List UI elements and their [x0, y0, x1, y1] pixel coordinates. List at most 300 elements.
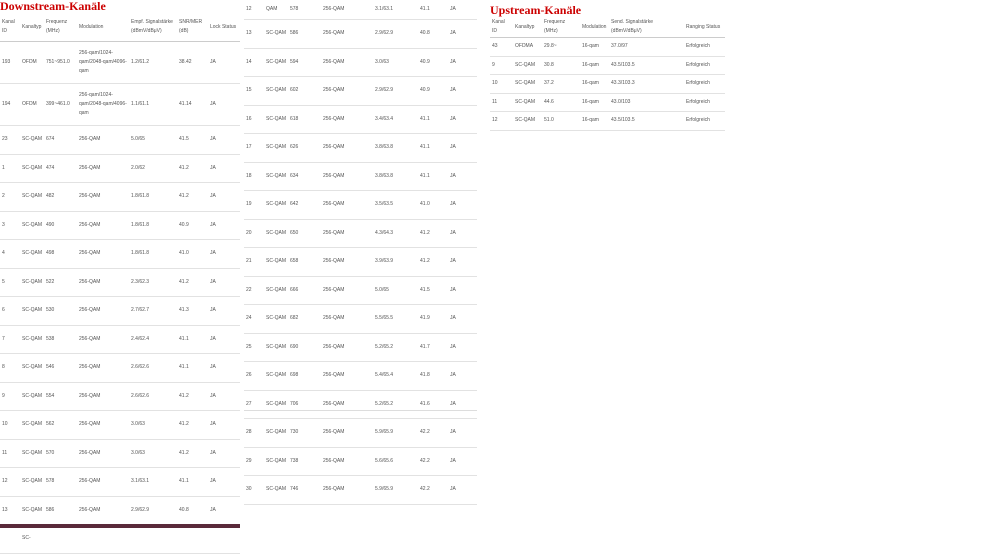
table-cell: 4.3/64.3	[373, 219, 418, 248]
table-cell: 40.9	[418, 48, 448, 77]
table-cell: JA	[448, 476, 477, 505]
table-row	[244, 48, 477, 77]
table-cell: JA	[448, 362, 477, 391]
table-cell: 41.7	[418, 333, 448, 362]
table-cell: 586	[288, 20, 321, 49]
table-cell: SC-QAM	[264, 162, 288, 191]
downstream-continued-panel	[244, 0, 477, 528]
table-row	[0, 354, 240, 383]
table-cell: JA	[208, 325, 240, 354]
table-cell: 41.2	[177, 183, 208, 212]
table-cell: 10	[0, 411, 20, 440]
table-cell: 256-QAM	[321, 48, 373, 77]
table-row	[0, 211, 240, 240]
table-cell: 29	[244, 447, 264, 476]
table-cell: 41.2	[177, 154, 208, 183]
table-cell: 37.2	[542, 75, 580, 94]
table-cell: 586	[44, 496, 77, 525]
table-cell: 41.6	[418, 390, 448, 419]
table-cell: 690	[288, 333, 321, 362]
table-cell: 51.0	[542, 112, 580, 131]
table-cell: 256-QAM	[321, 248, 373, 277]
table-cell: 23	[0, 126, 20, 155]
table-cell: JA	[448, 305, 477, 334]
table-cell: 13	[0, 496, 20, 525]
column-header: Frequenz (MHz)	[542, 17, 580, 38]
table-cell: 256-QAM	[321, 333, 373, 362]
table-cell: SC-QAM	[20, 439, 44, 468]
table-cell: 738	[288, 447, 321, 476]
table-cell: 682	[288, 305, 321, 334]
table-cell: 28	[244, 419, 264, 448]
table-cell: JA	[208, 439, 240, 468]
table-cell: 41.1	[177, 468, 208, 497]
table-cell: JA	[208, 84, 240, 126]
table-cell: 2.0/62	[129, 154, 177, 183]
column-header: Lock Status	[208, 13, 240, 42]
table-cell: JA	[448, 48, 477, 77]
table-cell: 41.2	[418, 248, 448, 277]
table-cell: JA	[208, 268, 240, 297]
table-cell: 1.8/61.8	[129, 211, 177, 240]
table-cell: 3.1/63.1	[373, 0, 418, 20]
table-cell: 30.8	[542, 56, 580, 75]
table-cell: SC-QAM	[20, 268, 44, 297]
table-row	[0, 240, 240, 269]
table-cell: 256-QAM	[77, 496, 129, 525]
downstream-table-continued	[244, 0, 477, 505]
table-cell: SC-QAM	[20, 468, 44, 497]
table-row	[244, 447, 477, 476]
table-cell: JA	[448, 419, 477, 448]
table-cell: 4	[0, 240, 20, 269]
table-cell: 41.2	[177, 268, 208, 297]
table-cell: JA	[208, 496, 240, 525]
table-cell: 650	[288, 219, 321, 248]
table-cell: 19	[244, 191, 264, 220]
table-row	[244, 162, 477, 191]
table-cell: 6	[0, 297, 20, 326]
table-cell: 2.4/62.4	[129, 325, 177, 354]
table-cell: JA	[208, 154, 240, 183]
table-cell: SC-QAM	[264, 362, 288, 391]
table-cell: 11	[490, 93, 513, 112]
table-cell: 3.0/63	[129, 439, 177, 468]
table-row	[0, 154, 240, 183]
table-cell: SC-QAM	[513, 56, 542, 75]
table-cell: 2.9/62.9	[129, 496, 177, 525]
table-cell: 12	[0, 468, 20, 497]
table-row	[0, 325, 240, 354]
table-cell: 3.4/63.4	[373, 105, 418, 134]
downstream-header-row	[0, 13, 240, 42]
column-header: SNR/MER (dB)	[177, 13, 208, 42]
table-cell: 29.8~	[542, 38, 580, 57]
table-row	[244, 191, 477, 220]
table-cell: 256-QAM	[321, 162, 373, 191]
table-row	[490, 38, 725, 57]
column-header: Kanaltyp	[513, 17, 542, 38]
table-cell	[44, 525, 77, 554]
table-cell: 9	[490, 56, 513, 75]
table-cell: JA	[208, 211, 240, 240]
table-cell: 14	[244, 48, 264, 77]
table-cell: 8	[0, 354, 20, 383]
table-cell: 562	[44, 411, 77, 440]
table-cell: 256-QAM	[77, 268, 129, 297]
table-cell: SC-QAM	[264, 48, 288, 77]
table-cell: 43.3/103.3	[609, 75, 684, 94]
table-cell: 12	[244, 0, 264, 20]
table-cell: SC-QAM	[20, 496, 44, 525]
table-cell: 43.5/103.5	[609, 112, 684, 131]
table-cell: 256-QAM	[77, 154, 129, 183]
table-cell: 41.1	[418, 0, 448, 20]
table-cell: 26	[244, 362, 264, 391]
table-cell: 530	[44, 297, 77, 326]
table-cell: 554	[44, 382, 77, 411]
table-cell: SC-QAM	[264, 219, 288, 248]
table-cell: 40.9	[418, 77, 448, 106]
table-cell: SC-	[20, 525, 44, 554]
table-cell: 256-QAM	[77, 354, 129, 383]
table-row	[0, 84, 240, 126]
table-cell: JA	[448, 134, 477, 163]
table-cell: 3.8/63.8	[373, 162, 418, 191]
table-cell: 10	[490, 75, 513, 94]
table-cell: SC-QAM	[20, 297, 44, 326]
table-cell: 5.2/65.2	[373, 333, 418, 362]
downstream-panel	[0, 0, 240, 542]
table-cell: 578	[288, 0, 321, 20]
table-cell: 482	[44, 183, 77, 212]
table-cell: 674	[44, 126, 77, 155]
table-cell: JA	[208, 382, 240, 411]
table-cell	[0, 525, 20, 554]
table-row	[490, 112, 725, 131]
table-cell: JA	[448, 390, 477, 419]
table-row	[244, 276, 477, 305]
table-cell: 41.1	[418, 162, 448, 191]
table-cell: SC-QAM	[264, 333, 288, 362]
table-row	[244, 476, 477, 505]
table-cell: 522	[44, 268, 77, 297]
table-cell: SC-QAM	[20, 211, 44, 240]
table-cell: 666	[288, 276, 321, 305]
table-cell: 256-QAM	[77, 382, 129, 411]
table-cell: 642	[288, 191, 321, 220]
table-cell: 41.2	[177, 411, 208, 440]
table-cell: 5.0/65	[373, 276, 418, 305]
table-row	[244, 362, 477, 391]
table-cell: 730	[288, 419, 321, 448]
table-row	[244, 390, 477, 419]
table-cell: 5.9/65.9	[373, 419, 418, 448]
table-row	[0, 382, 240, 411]
table-cell: 41.3	[177, 297, 208, 326]
table-cell: 2.7/62.7	[129, 297, 177, 326]
table-cell: 17	[244, 134, 264, 163]
table-cell: 12	[490, 112, 513, 131]
column-header: Send. Signalstärke (dBmV/dBμV)	[609, 17, 684, 38]
table-row	[244, 248, 477, 277]
table-cell: 474	[44, 154, 77, 183]
table-cell: 256-QAM	[321, 276, 373, 305]
table-cell: 256-QAM	[77, 211, 129, 240]
table-cell: JA	[448, 105, 477, 134]
table-cell: 538	[44, 325, 77, 354]
upstream-header-row	[490, 17, 725, 38]
table-cell: SC-QAM	[264, 447, 288, 476]
table-row	[0, 496, 240, 525]
table-cell: 578	[44, 468, 77, 497]
table-cell: 1	[0, 154, 20, 183]
table-cell: 3.0/63	[373, 48, 418, 77]
table-cell: 41.9	[418, 305, 448, 334]
table-cell: SC-QAM	[264, 191, 288, 220]
upstream-table	[490, 17, 725, 131]
table-cell: 43.0/103	[609, 93, 684, 112]
column-header: Kanaltyp	[20, 13, 44, 42]
table-cell: 3.8/63.8	[373, 134, 418, 163]
table-cell: 256-QAM	[77, 439, 129, 468]
table-cell: 570	[44, 439, 77, 468]
table-cell: 256-QAM	[77, 297, 129, 326]
table-cell: JA	[208, 411, 240, 440]
table-cell: SC-QAM	[264, 20, 288, 49]
table-cell: 40.8	[177, 496, 208, 525]
table-cell: JA	[208, 126, 240, 155]
table-cell: JA	[448, 162, 477, 191]
table-cell: JA	[448, 276, 477, 305]
table-cell: JA	[208, 297, 240, 326]
table-cell: 16-qam	[580, 93, 609, 112]
table-cell: 5.4/65.4	[373, 362, 418, 391]
column-header: Ranging Status	[684, 17, 725, 38]
table-cell: JA	[448, 248, 477, 277]
table-row	[0, 268, 240, 297]
table-cell: 490	[44, 211, 77, 240]
table-cell: 1.8/61.8	[129, 240, 177, 269]
table-cell: 594	[288, 48, 321, 77]
table-cell: 7	[0, 325, 20, 354]
table-cell: 41.14	[177, 84, 208, 126]
table-cell: JA	[448, 333, 477, 362]
table-cell: 40.9	[177, 211, 208, 240]
table-row	[490, 93, 725, 112]
table-cell: 256-QAM	[77, 126, 129, 155]
table-cell: SC-QAM	[20, 126, 44, 155]
table-cell: SC-QAM	[20, 154, 44, 183]
table-cell	[208, 525, 240, 554]
table-cell: 41.1	[177, 325, 208, 354]
table-cell: 30	[244, 476, 264, 505]
table-cell: SC-QAM	[20, 240, 44, 269]
table-cell: 399~461.0	[44, 84, 77, 126]
table-cell: OFDMA	[513, 38, 542, 57]
table-cell: 256-QAM	[321, 191, 373, 220]
table-cell: 5	[0, 268, 20, 297]
column-header: Modulation	[77, 13, 129, 42]
table-cell: SC-QAM	[264, 77, 288, 106]
table-cell: JA	[448, 77, 477, 106]
table-cell: 256-QAM	[321, 105, 373, 134]
table-cell: Erfolgreich	[684, 112, 725, 131]
table-cell: 256-QAM	[321, 419, 373, 448]
table-cell: SC-QAM	[20, 411, 44, 440]
table-cell: 698	[288, 362, 321, 391]
table-cell: OFDM	[20, 84, 44, 126]
table-cell: 18	[244, 162, 264, 191]
table-cell: 2.9/62.9	[373, 77, 418, 106]
table-row	[0, 126, 240, 155]
table-cell: 41.1	[177, 354, 208, 383]
upstream-panel	[490, 0, 725, 140]
table-cell: SC-QAM	[20, 382, 44, 411]
table-cell: 2	[0, 183, 20, 212]
table-cell: 25	[244, 333, 264, 362]
table-cell: JA	[448, 0, 477, 20]
table-cell: 41.2	[177, 439, 208, 468]
table-cell: 602	[288, 77, 321, 106]
table-cell: JA	[208, 42, 240, 84]
table-cell: JA	[208, 240, 240, 269]
table-cell: 256-QAM	[321, 390, 373, 419]
table-cell: 37.0/97	[609, 38, 684, 57]
table-cell: 24	[244, 305, 264, 334]
table-cell: 41.1	[418, 105, 448, 134]
table-cell: 1.8/61.8	[129, 183, 177, 212]
table-row	[244, 305, 477, 334]
table-cell: JA	[448, 20, 477, 49]
table-cell: 256-QAM	[77, 240, 129, 269]
table-row	[244, 0, 477, 20]
downstream-title: Downstream-Kanäle	[0, 0, 106, 13]
table-cell: 41.5	[418, 276, 448, 305]
table-cell: SC-QAM	[20, 354, 44, 383]
table-cell: QAM	[264, 0, 288, 20]
table-cell: SC-QAM	[20, 183, 44, 212]
table-cell: 498	[44, 240, 77, 269]
table-cell: 5.9/65.9	[373, 476, 418, 505]
table-cell: 751~951.0	[44, 42, 77, 84]
table-cell: 43	[490, 38, 513, 57]
table-cell: 16	[244, 105, 264, 134]
table-cell: 256-QAM	[321, 20, 373, 49]
table-cell: 193	[0, 42, 20, 84]
table-cell: 41.8	[418, 362, 448, 391]
table-cell: 41.0	[177, 240, 208, 269]
table-cell: JA	[448, 191, 477, 220]
table-cell: 38.42	[177, 42, 208, 84]
table-cell: 256-QAM	[77, 325, 129, 354]
table-cell: 41.2	[418, 219, 448, 248]
table-cell: JA	[448, 447, 477, 476]
table-row	[244, 20, 477, 49]
table-cell	[77, 525, 129, 554]
table-row	[244, 134, 477, 163]
table-cell: 9	[0, 382, 20, 411]
table-cell	[129, 525, 177, 554]
table-row	[490, 56, 725, 75]
table-cell: 41.5	[177, 126, 208, 155]
table-cell: 43.5/103.5	[609, 56, 684, 75]
table-cell: JA	[208, 354, 240, 383]
table-cell: 1.1/61.1	[129, 84, 177, 126]
table-cell: SC-QAM	[264, 305, 288, 334]
column-header: Frequenz (MHz)	[44, 13, 77, 42]
table-cell: 5.0/65	[129, 126, 177, 155]
table-cell: 3.5/63.5	[373, 191, 418, 220]
table-cell: SC-QAM	[264, 134, 288, 163]
table-cell: 2.6/62.6	[129, 382, 177, 411]
table-cell: 256-qam/1024-qam/2048-qam/4096-qam	[77, 84, 129, 126]
upstream-title: Upstream-Kanäle	[490, 3, 582, 17]
table-cell: SC-QAM	[264, 476, 288, 505]
table-cell: 42.2	[418, 419, 448, 448]
column-header: Empf. Signalstärke (dBmV/dBμV)	[129, 13, 177, 42]
table-row	[490, 75, 725, 94]
table-cell: 3.9/63.9	[373, 248, 418, 277]
table-cell: 546	[44, 354, 77, 383]
table-cell: SC-QAM	[264, 248, 288, 277]
table-cell: 1.2/61.2	[129, 42, 177, 84]
table-cell: 194	[0, 84, 20, 126]
table-cell: 658	[288, 248, 321, 277]
table-cell: Erfolgreich	[684, 56, 725, 75]
table-row	[0, 411, 240, 440]
table-cell: 13	[244, 20, 264, 49]
downstream-table	[0, 13, 240, 554]
table-cell: SC-QAM	[513, 112, 542, 131]
table-cell: SC-QAM	[513, 75, 542, 94]
table-cell: SC-QAM	[264, 105, 288, 134]
table-cell: 2.6/62.6	[129, 354, 177, 383]
table-cell: 22	[244, 276, 264, 305]
table-cell: JA	[208, 183, 240, 212]
table-cell: 746	[288, 476, 321, 505]
table-cell: 41.2	[177, 382, 208, 411]
table-cell: 40.8	[418, 20, 448, 49]
table-cell: 2.3/62.3	[129, 268, 177, 297]
table-cell: 3	[0, 211, 20, 240]
table-end-line	[244, 410, 477, 411]
table-cell: 16-qam	[580, 112, 609, 131]
table-cell: 16-qam	[580, 75, 609, 94]
table-row	[244, 419, 477, 448]
table-cell: 634	[288, 162, 321, 191]
table-cell: 256-QAM	[77, 411, 129, 440]
table-row	[244, 333, 477, 362]
column-header: Kanal ID	[490, 17, 513, 38]
table-cell: 626	[288, 134, 321, 163]
table-cell: 20	[244, 219, 264, 248]
table-cell: SC-QAM	[513, 93, 542, 112]
panel-bottom-border	[0, 524, 240, 528]
table-cell: Erfolgreich	[684, 38, 725, 57]
table-cell: SC-QAM	[20, 325, 44, 354]
table-cell: JA	[208, 468, 240, 497]
table-cell: 256-QAM	[321, 305, 373, 334]
table-cell: 256-QAM	[321, 77, 373, 106]
table-cell: 3.0/63	[129, 411, 177, 440]
table-row	[0, 42, 240, 84]
table-cell: 5.6/65.6	[373, 447, 418, 476]
table-cell: 618	[288, 105, 321, 134]
table-row	[0, 183, 240, 212]
table-cell: 41.0	[418, 191, 448, 220]
table-cell: 21	[244, 248, 264, 277]
